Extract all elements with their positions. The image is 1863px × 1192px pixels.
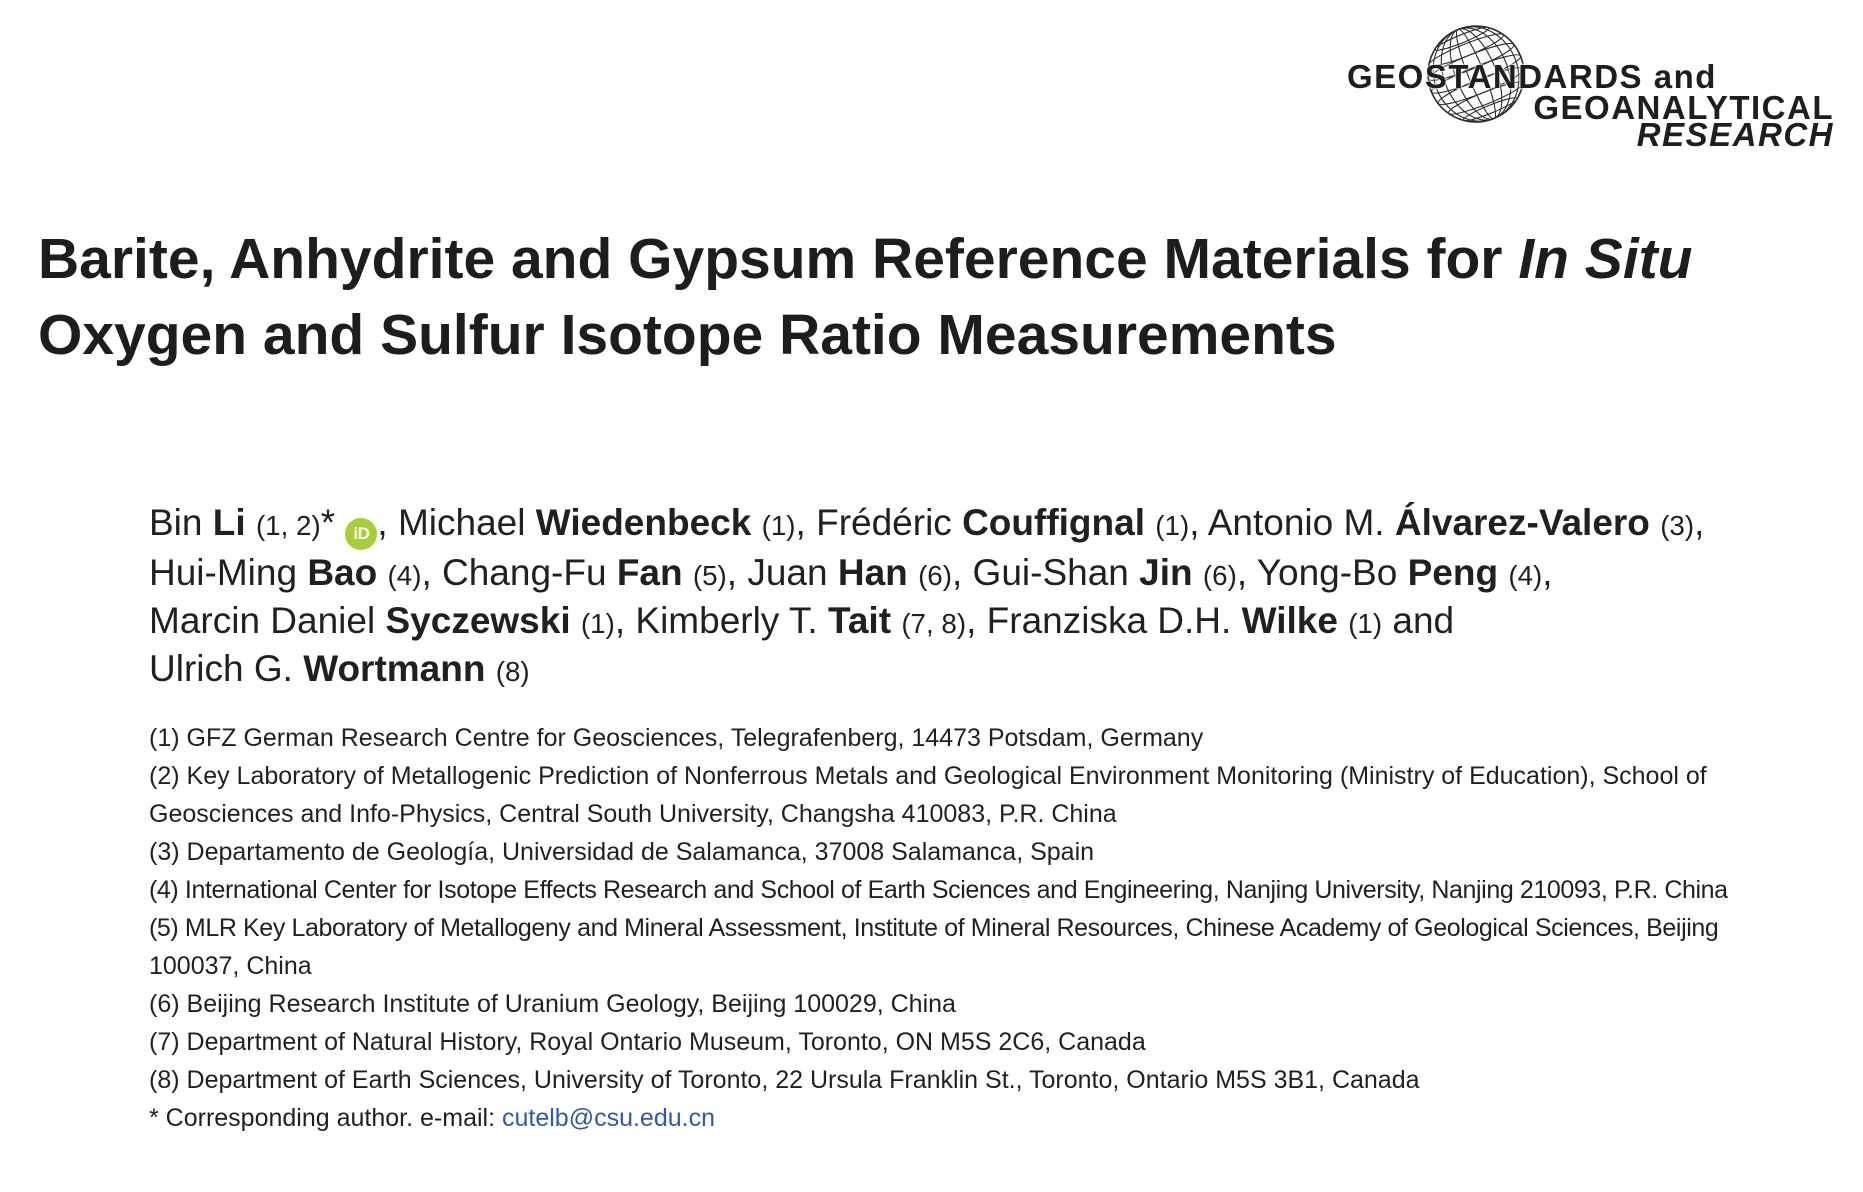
author-affiliation-ref: (1): [1348, 608, 1383, 639]
author-line: [149, 598, 1704, 646]
author-separator: ,: [1694, 502, 1705, 543]
author-affiliation-ref: (1): [1155, 510, 1190, 541]
title-italic-text: In Situ: [1518, 227, 1693, 291]
corresponding-mark: *: [320, 502, 336, 543]
affiliation-text: International Center for Isotope Effects Research and School of Earth Sciences and Engineering, Nanjing University, Nanjing 210093, P.R. China: [184, 876, 1728, 904]
author-affiliation-ref: (1): [761, 510, 796, 541]
author-surname: Wiedenbeck: [535, 502, 752, 543]
title-line-1-text: Barite, Anhydrite and Gypsum Reference Materials for: [38, 227, 1503, 291]
affiliation-item: [149, 909, 1728, 947]
author: [149, 502, 388, 543]
affiliation-text: MLR Key Laboratory of Metallogeny and Mineral Assessment, Institute of Mineral Resources, Chinese Academy of Geological Sciences, Beijing: [184, 914, 1719, 942]
author-surname: Couffignal: [962, 502, 1145, 543]
author-surname: Tait: [827, 600, 892, 641]
journal-name-line-1: GEOSTANDARDS and: [1347, 58, 1717, 95]
author-affiliation-ref: (7, 8): [901, 608, 967, 639]
author: [816, 502, 1199, 543]
email-link[interactable]: cutelb@csu.edu.cn: [501, 1104, 715, 1132]
author-given-name: Gui-Shan: [972, 552, 1129, 593]
author: [398, 502, 806, 543]
corresponding-label: * Corresponding author. e-mail:: [149, 1104, 496, 1132]
author-affiliation-ref: (6): [1202, 560, 1237, 591]
affiliation-number: (4): [149, 876, 179, 904]
author-given-name: Chang-Fu: [442, 552, 607, 593]
affiliation-number: (6): [149, 990, 180, 1018]
author-list: [149, 500, 1704, 694]
author: [1257, 552, 1553, 593]
author-affiliation-ref: (5): [692, 560, 727, 591]
author-line: [149, 646, 1704, 694]
author-line: [149, 550, 1704, 598]
author-affiliation-ref: (8): [495, 656, 530, 687]
author-separator: ,: [1542, 552, 1553, 593]
author-surname: Han: [837, 552, 908, 593]
author-separator: ,: [966, 600, 977, 641]
affiliation-text: Department of Natural History, Royal Ontario Museum, Toronto, ON M5S 2C6, Canada: [186, 1028, 1146, 1056]
author-given-name: Juan: [747, 552, 828, 593]
affiliation-number: (1): [149, 724, 180, 752]
orcid-icon[interactable]: iD: [345, 518, 377, 550]
author-affiliation-ref: (1, 2): [255, 510, 321, 541]
author-given-name: Frédéric: [816, 502, 952, 543]
journal-name-line-3: RESEARCH: [1636, 116, 1834, 153]
author-surname: Jin: [1139, 552, 1193, 593]
author-surname: Fan: [616, 552, 683, 593]
author-surname: Syczewski: [385, 600, 571, 641]
author: [747, 552, 962, 593]
affiliation-continuation: Geosciences and Info-Physics, Central South University, Changsha 410083, P.R. China: [149, 800, 1117, 828]
affiliation-number: (7): [149, 1028, 180, 1056]
author: [149, 648, 530, 689]
author-surname: Wilke: [1241, 600, 1338, 641]
author-separator: ,: [614, 600, 626, 641]
author-separator: ,: [795, 502, 806, 543]
author-surname: Peng: [1407, 552, 1499, 593]
author-separator: and: [1382, 600, 1455, 641]
author-surname: Li: [212, 502, 246, 543]
author-surname: Wortmann: [303, 648, 486, 689]
affiliation-item: [149, 719, 1728, 757]
author-given-name: Marcin Daniel: [149, 600, 376, 641]
journal-name-line-2: GEOANALYTICAL: [1533, 89, 1834, 126]
affiliation-item: [149, 833, 1728, 871]
author-affiliation-ref: (1): [580, 608, 615, 639]
author-affiliation-ref: (4): [387, 560, 422, 591]
affiliation-number: (2): [149, 762, 180, 790]
title-line-1: [38, 221, 1692, 297]
author-given-name: Yong-Bo: [1256, 552, 1398, 593]
affiliation-item: [149, 1023, 1728, 1061]
author-affiliation-ref: (4): [1508, 560, 1543, 591]
author: [973, 552, 1248, 593]
affiliation-number: (5): [149, 914, 179, 942]
title-line-2: Oxygen and Sulfur Isotope Ratio Measurements: [38, 303, 1337, 367]
author-given-name: Antonio M.: [1207, 502, 1385, 543]
affiliation-text: Departamento de Geología, Universidad de Salamanca, 37008 Salamanca, Spain: [186, 838, 1095, 866]
author-affiliation-ref: (6): [918, 560, 952, 591]
author-given-name: Hui-Ming: [149, 552, 298, 593]
affiliation-text: Key Laboratory of Metallogenic Prediction of Nonferrous Metals and Geological Environment Monitoring (Ministry of Education), School of: [186, 762, 1707, 790]
affiliation-text: GFZ German Research Centre for Geosciences, Telegrafenberg, 14473 Potsdam, Germany: [186, 724, 1204, 752]
affiliation-text: Beijing Research Institute of Uranium Geology, Beijing 100029, China: [186, 990, 956, 1018]
author: [149, 552, 432, 593]
author-given-name: Michael: [397, 502, 526, 543]
author-given-name: Kimberly T.: [635, 600, 818, 641]
author: [987, 600, 1454, 641]
affiliation-list: [149, 719, 1728, 1137]
author-separator: ,: [726, 552, 738, 593]
author-affiliation-ref: (3): [1660, 510, 1695, 541]
author-separator: ,: [377, 502, 388, 543]
author: [1208, 502, 1705, 543]
corresponding-author-note: [149, 1099, 1728, 1137]
author: [635, 600, 976, 641]
author: [149, 600, 625, 641]
author-separator: ,: [1236, 552, 1248, 593]
author: [442, 552, 737, 593]
author-surname: Álvarez-Valero: [1394, 502, 1650, 543]
author-given-name: Franziska D.H.: [986, 600, 1232, 641]
author-given-name: Ulrich G.: [149, 648, 293, 689]
affiliation-text: Department of Earth Sciences, University of Toronto, 22 Ursula Franklin St., Toronto, Ontario M5S 3B1, Canada: [186, 1066, 1420, 1094]
affiliation-number: (3): [149, 838, 180, 866]
affiliation-item: [149, 871, 1728, 909]
author-separator: ,: [421, 552, 432, 593]
paper-title: [38, 221, 1692, 373]
author-separator: ,: [1189, 502, 1200, 543]
author-line: [149, 500, 1704, 550]
affiliation-item: [149, 1061, 1728, 1099]
author-separator: ,: [951, 552, 963, 593]
affiliation-number: (8): [149, 1066, 180, 1094]
author-surname: Bao: [307, 552, 378, 593]
affiliation-item: [149, 757, 1728, 795]
author-given-name: Bin: [149, 502, 203, 543]
affiliation-continuation: 100037, China: [149, 952, 312, 980]
affiliation-item: [149, 985, 1728, 1023]
